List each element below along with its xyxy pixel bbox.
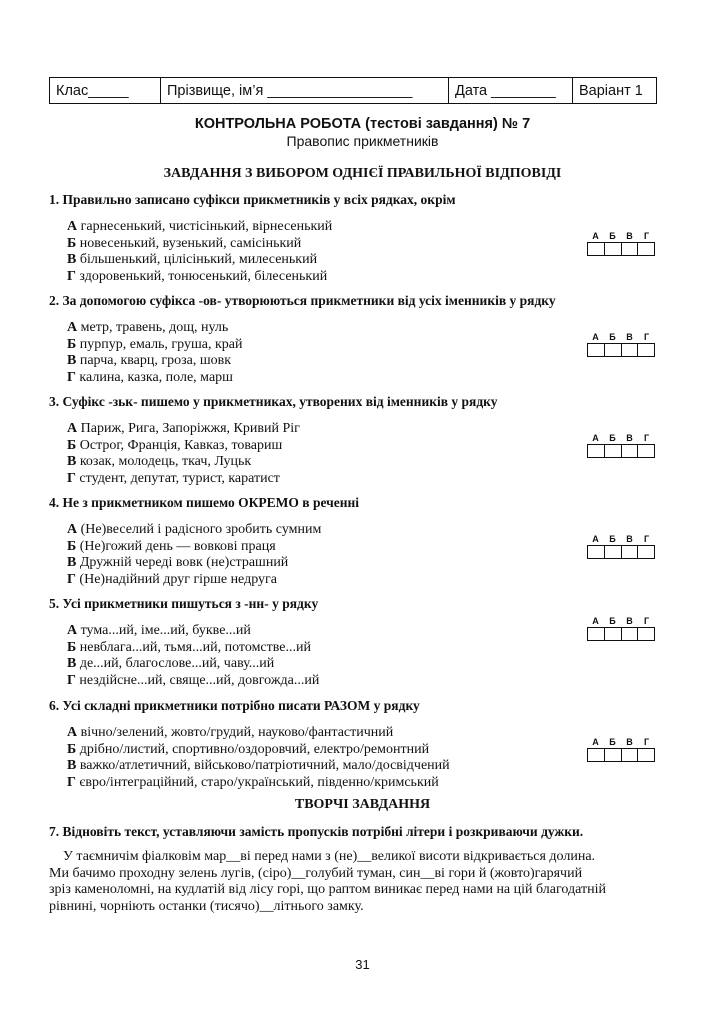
answer-grid [587, 736, 659, 762]
answer-option [67, 725, 450, 742]
option-letter: Г [67, 774, 76, 790]
question-5 [49, 595, 669, 688]
option-letter: Г [67, 571, 76, 587]
answer-options [67, 623, 319, 689]
question-6 [49, 697, 669, 790]
option-letter: В [67, 656, 77, 671]
option-text: парча, кварц, гроза, шовк [79, 353, 232, 368]
page-title: КОНТРОЛЬНА РОБОТА (тестові завдання) № 7 [194, 116, 531, 132]
answer-box[interactable] [621, 546, 638, 558]
student-info-table [49, 77, 657, 104]
answer-box[interactable] [621, 749, 638, 761]
answer-box[interactable] [621, 445, 638, 457]
answer-option [67, 623, 319, 640]
option-letter: Г [67, 369, 76, 385]
answer-grid [587, 432, 659, 458]
answer-grid-boxes [587, 343, 655, 357]
variant-label: Варіант 1 [572, 78, 656, 103]
answer-box[interactable] [604, 445, 621, 457]
answer-letter: Б [609, 737, 616, 747]
option-letter: А [67, 725, 78, 740]
answer-box[interactable] [588, 546, 604, 558]
answer-letter: В [626, 737, 633, 747]
answer-option [67, 555, 321, 572]
question-1 [49, 191, 669, 284]
option-text: вічно/зелений, жовто/грудий, науково/фантастичний [80, 725, 394, 740]
option-letter: Б [67, 639, 77, 655]
date-field[interactable]: Дата ________ [448, 78, 572, 103]
answer-box[interactable] [588, 749, 604, 761]
answer-grid [587, 615, 659, 641]
answer-box[interactable] [637, 546, 654, 558]
answer-grid-boxes [587, 748, 655, 762]
answer-options [67, 320, 243, 386]
answer-box[interactable] [604, 749, 621, 761]
question-text: 6. Усі складні прикметники потрібно писати РАЗОМ у рядку [49, 698, 420, 713]
answer-option [67, 471, 300, 488]
answer-box[interactable] [604, 546, 621, 558]
answer-box[interactable] [637, 243, 654, 255]
answer-option [67, 421, 300, 438]
answer-letter: А [592, 534, 599, 544]
answer-option [67, 438, 300, 455]
question-text: 1. Правильно записано суфікси прикметників у всіх рядках, окрім [49, 192, 456, 207]
answer-box[interactable] [621, 628, 638, 640]
paragraph-line: рівнині, чорніють останки (тисячо)__літнього замку. [49, 898, 364, 914]
option-letter: Б [67, 741, 77, 757]
option-letter: В [67, 353, 77, 368]
answer-box[interactable] [604, 628, 621, 640]
answer-options [67, 725, 450, 791]
option-text: новесенький, вузенький, самісінький [79, 235, 302, 251]
answer-letter: В [626, 534, 633, 544]
option-letter: А [67, 421, 78, 436]
answer-grid-letters [587, 736, 659, 748]
answer-option [67, 454, 300, 471]
paragraph-line: У таємничім фіалковім мар__ві перед нами з (не)__великої висоти відкривається долина. [63, 849, 596, 864]
answer-letter: Б [609, 534, 616, 544]
answer-option [67, 522, 321, 539]
answer-grid-letters [587, 615, 659, 627]
answer-box[interactable] [637, 445, 654, 457]
answer-option [67, 758, 450, 775]
option-letter: В [67, 454, 77, 469]
option-text: гарнесенький, чистісінький, вірнесенький [80, 219, 333, 234]
answer-grid-boxes [587, 242, 655, 256]
section-heading-creative: ТВОРЧІ ЗАВДАННЯ [294, 797, 431, 812]
option-letter: Б [67, 235, 77, 251]
answer-options [67, 421, 300, 487]
answer-option [67, 572, 321, 589]
class-field[interactable]: Клас_____ [56, 82, 129, 99]
page-number: 31 [355, 957, 370, 972]
answer-letter: А [592, 332, 599, 342]
option-text: більшенький, цілісінький, милесенький [79, 252, 318, 267]
answer-grid-letters [587, 230, 659, 242]
option-text: Острог, Франція, Кавказ, товариш [79, 437, 283, 453]
answer-option [67, 236, 332, 253]
answer-box[interactable] [588, 344, 604, 356]
answer-option [67, 269, 332, 286]
answer-box[interactable] [621, 243, 638, 255]
restore-text-paragraph [49, 849, 657, 915]
answer-option [67, 252, 332, 269]
answer-option [67, 337, 243, 354]
answer-grid [587, 331, 659, 357]
option-letter: Г [67, 672, 76, 688]
answer-letter: Г [643, 737, 650, 747]
option-text: козак, молодець, ткач, Луцьк [79, 454, 252, 469]
option-letter: Г [67, 268, 76, 284]
option-letter: А [67, 522, 78, 537]
option-letter: Б [67, 437, 77, 453]
answer-letter: А [592, 231, 599, 241]
answer-letter: Г [643, 332, 650, 342]
answer-letter: В [626, 616, 633, 626]
option-letter: Г [67, 470, 76, 486]
answer-grid [587, 230, 659, 256]
option-text: євро/інтеграційний, старо/український, південно/кримський [79, 774, 439, 790]
option-text: здоровенький, тонюсенький, білесенький [79, 268, 328, 284]
option-text: де...ий, благослове...ий, чаву...ий [79, 656, 275, 671]
answer-option [67, 320, 243, 337]
section-heading-choice: ЗАВДАННЯ З ВИБОРОМ ОДНІЄЇ ПРАВИЛЬНОЇ ВІДПОВІДІ [163, 166, 562, 181]
option-text: нездійсне...ий, свяще...ий, довгожда...ий [79, 672, 320, 688]
option-letter: В [67, 758, 77, 773]
option-text: (Не)надійний друг гірше недруга [79, 571, 277, 587]
option-text: невблага...ий, тьмя...ий, потомстве...ий [79, 639, 311, 655]
answer-box[interactable] [637, 628, 654, 640]
option-text: дрібно/листий, спортивно/оздоровчий, електро/ремонтний [79, 741, 430, 757]
question-3 [49, 393, 669, 486]
answer-letter: Г [643, 534, 650, 544]
question-4 [49, 494, 669, 587]
answer-grid-letters [587, 533, 659, 545]
answer-option [67, 219, 332, 236]
answer-letter: А [592, 737, 599, 747]
answer-option [67, 673, 319, 690]
question-7: 7. Відновіть текст, уставляючи замість пропусків потрібні літери і розкриваючи дужки. [49, 824, 584, 839]
answer-letter: А [592, 433, 599, 443]
answer-box[interactable] [588, 628, 604, 640]
answer-option [67, 775, 450, 792]
answer-grid-letters [587, 331, 659, 343]
answer-option [67, 640, 319, 657]
option-text: важко/атлетичний, військово/патріотичний, мало/досвідчений [79, 758, 450, 773]
option-text: пурпур, емаль, груша, край [79, 336, 243, 352]
answer-option [67, 370, 243, 387]
answer-box[interactable] [604, 344, 621, 356]
answer-grid-boxes [587, 444, 655, 458]
option-letter: Б [67, 538, 77, 554]
answer-options [67, 219, 332, 285]
answer-option [67, 539, 321, 556]
option-text: (Не)гожий день — вовкові праця [79, 538, 276, 554]
answer-grid-letters [587, 432, 659, 444]
answer-letter: Г [643, 433, 650, 443]
answer-letter: Б [609, 616, 616, 626]
paragraph-line: зріз каменоломні, на кудлатій від лісу горі, що раптом виникає перед нами на цій благодатній [49, 882, 606, 898]
answer-grid-boxes [587, 545, 655, 559]
answer-box[interactable] [604, 243, 621, 255]
question-text: 4. Не з прикметником пишемо ОКРЕМО в реченні [49, 495, 360, 510]
answer-option [67, 353, 243, 370]
option-text: метр, травень, дощ, нуль [80, 320, 229, 335]
option-text: (Не)веселий і радісного зробить сумним [80, 522, 322, 537]
answer-box[interactable] [588, 445, 604, 457]
answer-letter: В [626, 332, 633, 342]
question-2 [49, 292, 669, 385]
answer-box[interactable] [637, 749, 654, 761]
option-letter: В [67, 555, 77, 570]
option-letter: Б [67, 336, 77, 352]
answer-letter: В [626, 433, 633, 443]
answer-grid [587, 533, 659, 559]
page-subtitle: Правопис прикметників [286, 133, 439, 149]
answer-box[interactable] [588, 243, 604, 255]
question-text: 2. За допомогою суфікса -ов- утворюються прикметники від усіх іменників у рядку [49, 293, 556, 308]
option-letter: А [67, 623, 78, 638]
paragraph-line: Ми бачимо проходну зелень лугів, (сіро)__голубий туман, син__ві гори й (жовто)гарячий [49, 865, 583, 881]
option-text: калина, казка, поле, марш [79, 369, 233, 385]
answer-option [67, 742, 450, 759]
answer-letter: Б [609, 433, 616, 443]
option-text: студент, депутат, турист, каратист [79, 470, 280, 486]
name-field[interactable]: Прізвище, ім’я __________________ [160, 78, 448, 103]
question-text: 3. Суфікс -зьк- пишемо у прикметниках, утворених від іменників у рядку [49, 394, 498, 409]
answer-letter: Б [609, 231, 616, 241]
answer-option [67, 656, 319, 673]
answer-letter: В [626, 231, 633, 241]
option-text: Дружній череді вовк (не)страшний [79, 555, 289, 570]
option-letter: А [67, 320, 78, 335]
answer-letter: Г [643, 616, 650, 626]
answer-box[interactable] [621, 344, 638, 356]
answer-options [67, 522, 321, 588]
option-text: тума...ий, іме...ий, букве...ий [80, 623, 251, 638]
answer-letter: Г [643, 231, 650, 241]
option-letter: В [67, 252, 77, 267]
answer-letter: А [592, 616, 599, 626]
answer-grid-boxes [587, 627, 655, 641]
answer-box[interactable] [637, 344, 654, 356]
option-letter: А [67, 219, 78, 234]
option-text: Париж, Рига, Запоріжжя, Кривий Ріг [80, 421, 300, 436]
answer-letter: Б [609, 332, 616, 342]
question-text: 5. Усі прикметники пишуться з -нн- у рядку [49, 596, 319, 611]
